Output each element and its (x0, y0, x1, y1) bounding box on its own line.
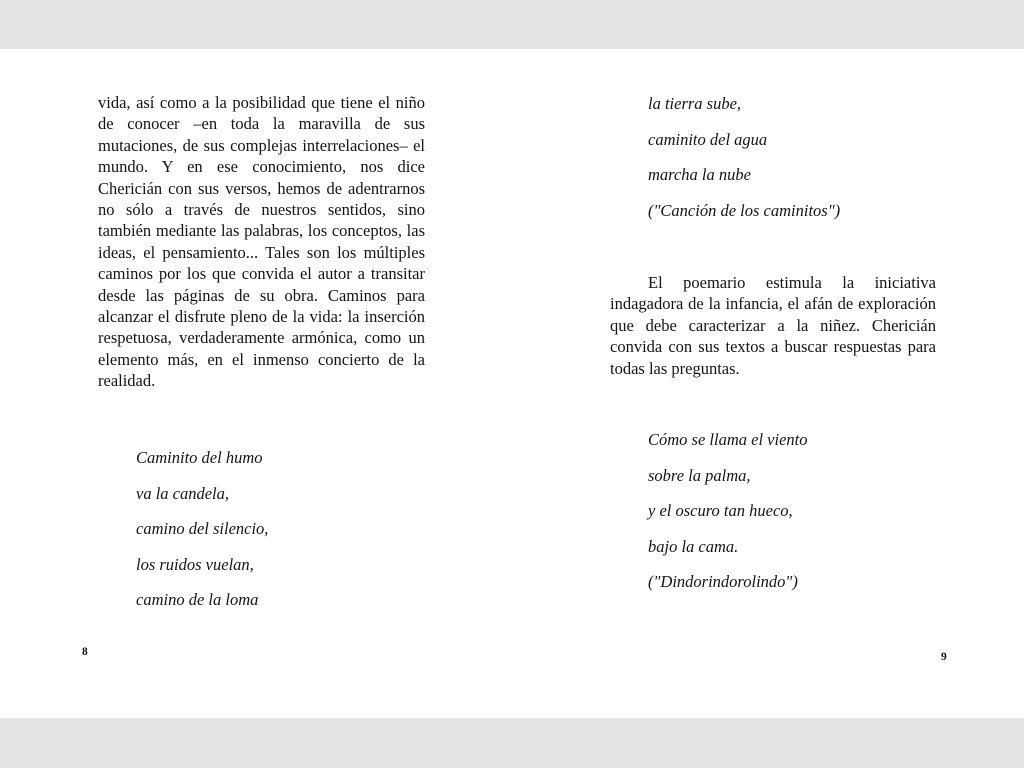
poem-line: Caminito del humo (136, 448, 263, 467)
poem-line: caminito del agua (648, 129, 768, 149)
poem-line: la tierra sube, (648, 94, 742, 113)
poem-line: sobre la palma, (648, 465, 751, 485)
right-page-poem-bottom (648, 422, 807, 600)
poem-line: marcha la nube (648, 165, 751, 185)
poem-line: Cómo se llama el viento (648, 430, 808, 449)
poem-line: y el oscuro tan hueco, (648, 501, 793, 521)
right-page-poem-top (648, 86, 840, 228)
poem-line: camino del silencio, (136, 519, 269, 539)
left-page-paragraph: vida, así como a la posibilidad que tiene el niño de conocer –en toda la maravilla de sus mutaciones, de sus complejas interrelaciones– el mundo. Y en ese conocimiento, nos dice Chericián con sus versos, hemos de adentrarnos no sólo a través de nuestros sentidos, sino también mediante las palabras, los conceptos, las ideas, el pensamiento... Tales son los múltiples caminos por los que convida el autor a transitar desde las páginas de su obra. Caminos para alcanzar el disfrute pleno de la vida: la inserción respetuosa, verdaderamente armónica, como un elemento más, en el inmenso concierto de la realidad. (98, 93, 425, 391)
poem-citation: ("Canción de los caminitos") (648, 200, 841, 220)
left-page-poem (136, 440, 268, 618)
top-margin-bar (0, 0, 1024, 49)
poem-line: los ruidos vuelan, (136, 554, 254, 574)
page-number-left: 8 (82, 646, 88, 658)
bottom-margin-bar (0, 718, 1024, 768)
right-page-paragraph: El poemario estimula la iniciativa indagadora de la infancia, el afán de exploración que debe caracterizar a la niñez. Chericián convida con sus textos a buscar respuestas para todas las preguntas. (610, 273, 936, 378)
poem-line: va la candela, (136, 483, 230, 503)
poem-line: camino de la loma (136, 590, 259, 610)
page-number-right: 9 (941, 651, 947, 663)
poem-citation: ("Dindorindorolindo") (648, 572, 798, 592)
poem-line: bajo la cama. (648, 536, 739, 556)
